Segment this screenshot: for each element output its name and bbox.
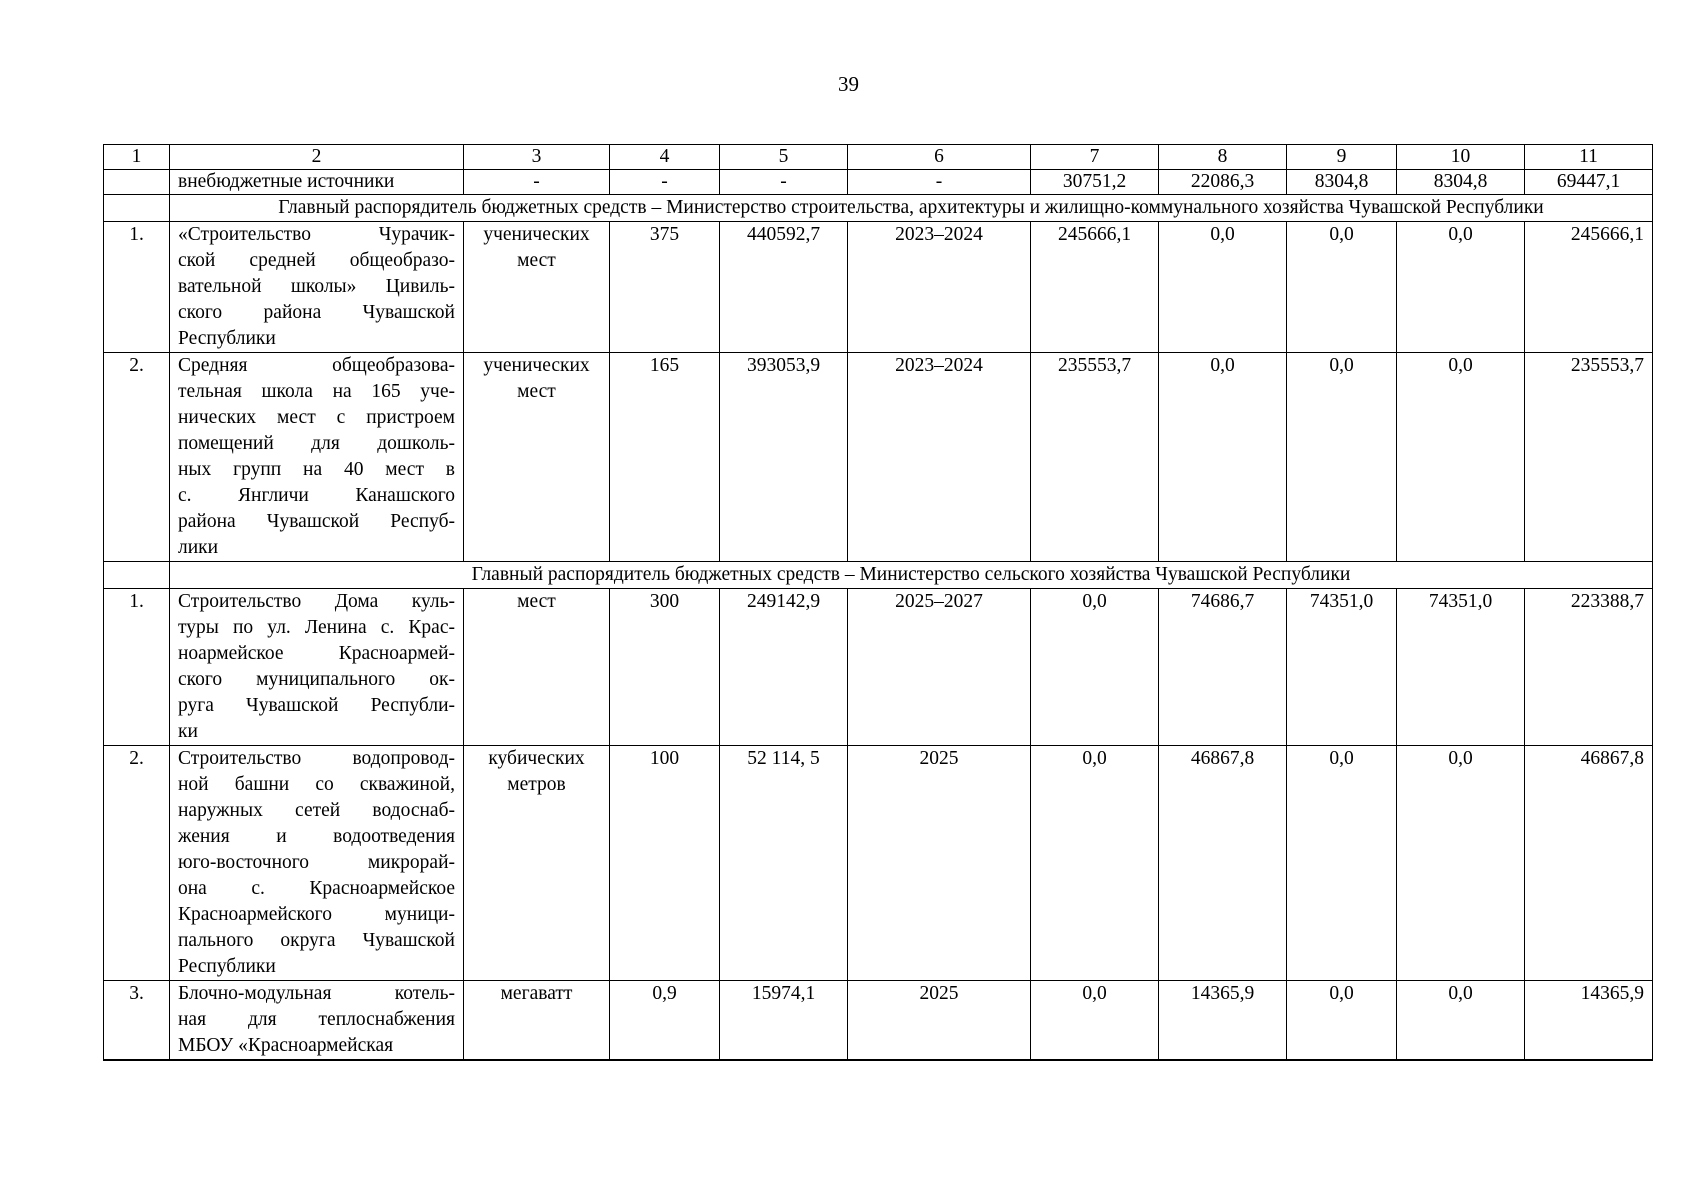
column-number-3: 3: [464, 145, 610, 170]
column-number-7: 7: [1031, 145, 1159, 170]
object-name: [170, 353, 464, 562]
funding-year-3: 0,0: [1287, 222, 1397, 353]
column-number-9: 9: [1287, 145, 1397, 170]
object-name-line: «Строительство Чурачик-: [178, 224, 455, 245]
capacity-unit: кубических метров: [464, 746, 610, 981]
funding-year-4: 0,0: [1397, 222, 1525, 353]
object-name-line: пального округа Чувашской: [178, 930, 455, 951]
object-name: [170, 746, 464, 981]
object-name-line: Республики: [178, 956, 276, 977]
row-number: 1.: [104, 222, 170, 353]
funding-year-4: 0,0: [1397, 353, 1525, 562]
object-name-line: тельная школа на 165 уче-: [178, 381, 455, 402]
object-name-line: вательной школы» Цивиль-: [178, 276, 455, 297]
estimated-cost: 249142,9: [720, 589, 848, 746]
object-name-line: ная для теплоснабжения: [178, 1009, 455, 1030]
capacity-unit: ученических мест: [464, 222, 610, 353]
funding-c3: -: [464, 170, 610, 195]
capacity-value: 165: [610, 353, 720, 562]
table-row: [104, 746, 1653, 981]
object-name-line: ки: [178, 721, 198, 742]
capacity-unit: мест: [464, 589, 610, 746]
funding-year-2: 74686,7: [1159, 589, 1287, 746]
object-name-line: ноармейское Красноармей-: [178, 643, 455, 664]
section-title: Главный распорядитель бюджетных средств – Министерство строительства, архитектуры и жилищно-коммунального хозяйства Чувашской Республики: [170, 195, 1653, 222]
object-name-line: ского района Чувашской: [178, 302, 455, 323]
funding-total: 223388,7: [1525, 589, 1653, 746]
object-name-line: туры по ул. Ленина с. Крас-: [178, 617, 455, 638]
funding-c11: 69447,1: [1525, 170, 1653, 195]
funding-c10: 8304,8: [1397, 170, 1525, 195]
funding-c5: -: [720, 170, 848, 195]
capacity-unit: мегаватт: [464, 981, 610, 1061]
funding-source-label: внебюджетные источники: [170, 170, 464, 195]
funding-total: 235553,7: [1525, 353, 1653, 562]
construction-period: 2023–2024: [848, 353, 1031, 562]
funding-row-num-cell: [104, 170, 170, 195]
table-row: [104, 981, 1653, 1061]
object-name-line: ского муниципального ок-: [178, 669, 455, 690]
funding-total: 46867,8: [1525, 746, 1653, 981]
section-header-row: [104, 562, 1653, 589]
object-name-line: нических мест с пристроем: [178, 407, 455, 428]
estimated-cost: 15974,1: [720, 981, 848, 1061]
program-table: [103, 144, 1653, 1061]
funding-c6: -: [848, 170, 1031, 195]
construction-period: 2025: [848, 746, 1031, 981]
table-row: [104, 589, 1653, 746]
funding-total: 245666,1: [1525, 222, 1653, 353]
funding-source-row: [104, 170, 1653, 195]
column-number-row: [104, 145, 1653, 170]
funding-c7: 30751,2: [1031, 170, 1159, 195]
object-name-line: Средняя общеобразова-: [178, 355, 455, 376]
funding-year-2: 0,0: [1159, 222, 1287, 353]
object-name-line: ской средней общеобразо-: [178, 250, 455, 271]
object-name-line: Строительство Дома куль-: [178, 591, 455, 612]
column-number-2: 2: [170, 145, 464, 170]
object-name-line: МБОУ «Красноармейская: [178, 1035, 394, 1056]
row-number: 1.: [104, 589, 170, 746]
object-name-line: с. Янгличи Канашского: [178, 485, 455, 506]
capacity-value: 100: [610, 746, 720, 981]
object-name-line: ной башни со скважиной,: [178, 774, 455, 795]
table-row: [104, 353, 1653, 562]
funding-year-3: 0,0: [1287, 981, 1397, 1061]
column-number-8: 8: [1159, 145, 1287, 170]
construction-period: 2025: [848, 981, 1031, 1061]
construction-period: 2023–2024: [848, 222, 1031, 353]
capacity-value: 0,9: [610, 981, 720, 1061]
section-header-row: [104, 195, 1653, 222]
funding-year-3: 0,0: [1287, 353, 1397, 562]
object-name-line: жения и водоотведения: [178, 826, 455, 847]
object-name-line: руга Чувашской Республи-: [178, 695, 455, 716]
page-number: 39: [838, 72, 859, 96]
estimated-cost: 393053,9: [720, 353, 848, 562]
object-name-line: лики: [178, 537, 219, 558]
funding-year-4: 74351,0: [1397, 589, 1525, 746]
capacity-value: 300: [610, 589, 720, 746]
funding-year-1: 0,0: [1031, 589, 1159, 746]
table-row: [104, 222, 1653, 353]
object-name-line: Строительство водопровод-: [178, 748, 455, 769]
funding-c4: -: [610, 170, 720, 195]
funding-year-2: 14365,9: [1159, 981, 1287, 1061]
object-name: [170, 981, 464, 1061]
funding-year-4: 0,0: [1397, 981, 1525, 1061]
funding-year-1: 235553,7: [1031, 353, 1159, 562]
funding-year-1: 0,0: [1031, 746, 1159, 981]
funding-year-4: 0,0: [1397, 746, 1525, 981]
object-name-line: ных групп на 40 мест в: [178, 459, 455, 480]
funding-year-1: 0,0: [1031, 981, 1159, 1061]
column-number-4: 4: [610, 145, 720, 170]
object-name-line: Блочно-модульная котель-: [178, 983, 455, 1004]
object-name-line: района Чувашской Респуб-: [178, 511, 455, 532]
column-number-10: 10: [1397, 145, 1525, 170]
funding-c8: 22086,3: [1159, 170, 1287, 195]
funding-year-2: 46867,8: [1159, 746, 1287, 981]
estimated-cost: 52 114, 5: [720, 746, 848, 981]
column-number-1: 1: [104, 145, 170, 170]
section-num-cell: [104, 195, 170, 222]
object-name: [170, 222, 464, 353]
funding-year-1: 245666,1: [1031, 222, 1159, 353]
object-name-line: наружных сетей водоснаб-: [178, 800, 455, 821]
column-number-6: 6: [848, 145, 1031, 170]
row-number: 2.: [104, 353, 170, 562]
funding-year-2: 0,0: [1159, 353, 1287, 562]
funding-total: 14365,9: [1525, 981, 1653, 1061]
section-num-cell: [104, 562, 170, 589]
funding-year-3: 0,0: [1287, 746, 1397, 981]
object-name: [170, 589, 464, 746]
object-name-line: она с. Красноармейское: [178, 878, 455, 899]
funding-year-3: 74351,0: [1287, 589, 1397, 746]
section-title: Главный распорядитель бюджетных средств – Министерство сельского хозяйства Чувашской Республики: [170, 562, 1653, 589]
row-number: 3.: [104, 981, 170, 1061]
funding-c9: 8304,8: [1287, 170, 1397, 195]
object-name-line: помещений для дошколь-: [178, 433, 455, 454]
object-name-line: юго-восточного микрорай-: [178, 852, 455, 873]
capacity-unit: ученических мест: [464, 353, 610, 562]
column-number-5: 5: [720, 145, 848, 170]
capacity-value: 375: [610, 222, 720, 353]
estimated-cost: 440592,7: [720, 222, 848, 353]
column-number-11: 11: [1525, 145, 1653, 170]
row-number: 2.: [104, 746, 170, 981]
object-name-line: Красноармейского муници-: [178, 904, 455, 925]
object-name-line: Республики: [178, 328, 276, 349]
construction-period: 2025–2027: [848, 589, 1031, 746]
